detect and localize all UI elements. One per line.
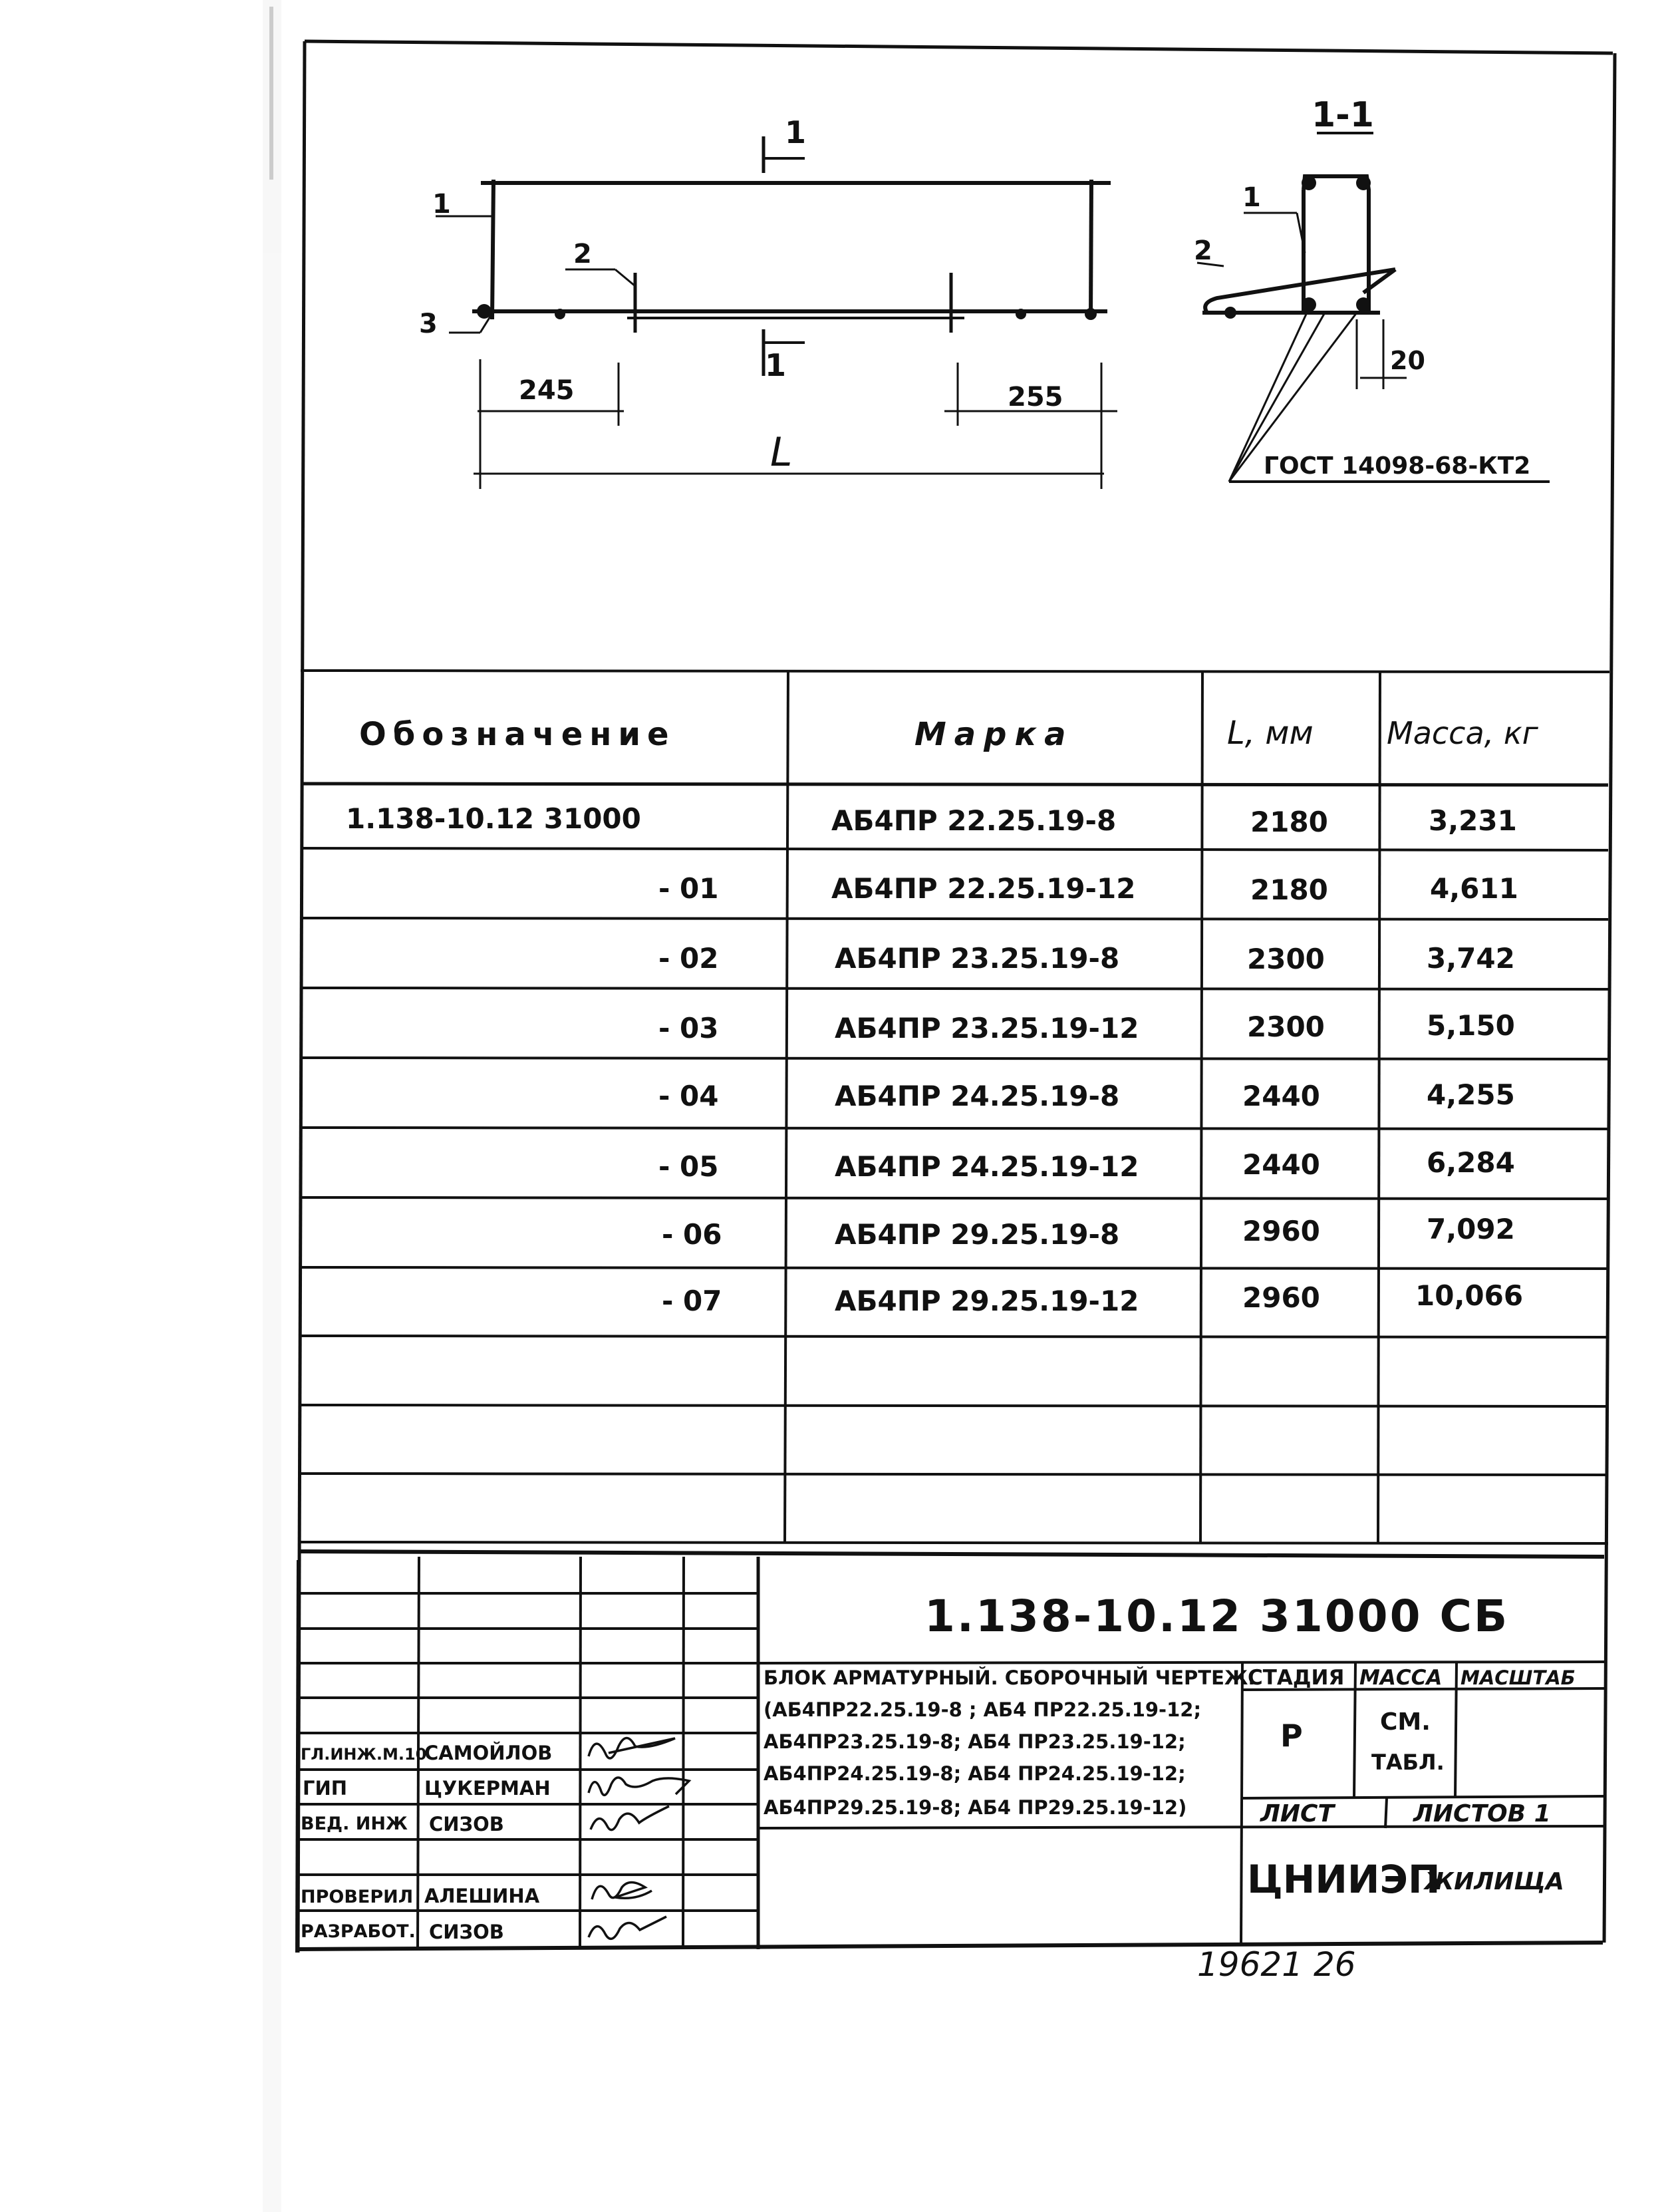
row-mark: АБ4ПР 29.25.19-12 — [835, 1285, 1139, 1317]
title-description — [764, 1666, 1255, 1819]
row-mass: 5,150 — [1427, 1009, 1515, 1042]
cut-label-bottom: 1 — [765, 347, 787, 383]
row-designation: - 01 — [658, 872, 719, 905]
description-line: (АБ4ПР22.25.19-8 ; АБ4 ПР22.25.19-12; — [764, 1698, 1202, 1721]
signature-name: СИЗОВ — [429, 1921, 504, 1943]
row-length: 2180 — [1250, 806, 1328, 838]
header-mass: Масса, кг — [1387, 715, 1538, 751]
signature-role: ГЛ.ИНЖ.М.10 — [301, 1745, 427, 1764]
row-length: 2300 — [1247, 1011, 1325, 1043]
row-length: 2960 — [1242, 1281, 1320, 1314]
document-code: 1.138-10.12 31000 СБ — [924, 1591, 1510, 1642]
description-line: БЛОК АРМАТУРНЫЙ. СБОРОЧНЫЙ ЧЕРТЕЖ. — [764, 1666, 1256, 1689]
row-designation: 1.138-10.12 31000 — [346, 802, 641, 835]
signature-rows — [301, 1742, 552, 1943]
dim-right: 255 — [1008, 382, 1063, 412]
callout-2: 2 — [573, 239, 592, 269]
sheet-label: ЛИСТ — [1260, 1800, 1335, 1827]
mass-value: ТАБЛ. — [1371, 1750, 1445, 1775]
row-length: 2440 — [1242, 1148, 1320, 1181]
dim-section: 20 — [1390, 346, 1425, 375]
row-designation: - 04 — [658, 1080, 719, 1112]
row-mark: АБ4ПР 22.25.19-8 — [831, 804, 1117, 837]
scan-edge-noise — [263, 0, 281, 2212]
row-length: 2960 — [1242, 1215, 1320, 1247]
header-designation: Обозначение — [359, 716, 676, 753]
signature-role: РАЗРАБОТ. — [301, 1921, 416, 1942]
signature-name: ЦУКЕРМАН — [424, 1777, 551, 1800]
row-mark: АБ4ПР 23.25.19-8 — [835, 942, 1120, 975]
description-line: АБ4ПР24.25.19-8; АБ4 ПР24.25.19-12; — [764, 1762, 1186, 1785]
organization-main: ЦНИИЭП — [1247, 1857, 1441, 1902]
description-line: АБ4ПР29.25.19-8; АБ4 ПР29.25.19-12) — [764, 1796, 1187, 1819]
callout-1: 1 — [432, 189, 451, 220]
row-mark: АБ4ПР 23.25.19-12 — [835, 1012, 1139, 1044]
section-callout-2: 2 — [1194, 236, 1212, 266]
row-mass: 7,092 — [1427, 1213, 1515, 1245]
dim-length: L — [770, 429, 793, 476]
row-designation: - 02 — [658, 942, 719, 975]
row-length: 2300 — [1247, 943, 1325, 975]
mass-value: СМ. — [1380, 1708, 1431, 1736]
row-mark: АБ4ПР 24.25.19-12 — [835, 1150, 1139, 1183]
stage-value: Р — [1280, 1718, 1303, 1754]
row-mass: 4,255 — [1427, 1078, 1515, 1111]
row-mass: 4,611 — [1430, 872, 1518, 905]
row-designation: - 07 — [662, 1285, 722, 1317]
row-mark: АБ4ПР 24.25.19-8 — [835, 1080, 1120, 1112]
stage-label: СТАДИЯ — [1248, 1666, 1345, 1690]
row-designation: - 06 — [662, 1218, 722, 1251]
signature-role: ПРОВЕРИЛ — [301, 1887, 414, 1907]
row-mass: 3,742 — [1427, 942, 1515, 975]
cut-label-top: 1 — [785, 114, 807, 150]
mass-label: МАССА — [1359, 1666, 1443, 1690]
callout-3: 3 — [419, 309, 438, 339]
sheets-label: ЛИСТОВ 1 — [1413, 1800, 1551, 1827]
row-mark: АБ4ПР 29.25.19-8 — [835, 1218, 1120, 1251]
weld-note: ГОСТ 14098-68-КТ2 — [1264, 452, 1531, 480]
signature-name: САМОЙЛОВ — [424, 1742, 553, 1764]
row-mark: АБ4ПР 22.25.19-12 — [831, 872, 1136, 905]
footer-number: 19621 26 — [1197, 1945, 1356, 1984]
signature-name: АЛЕШИНА — [424, 1885, 540, 1907]
row-mass: 3,231 — [1429, 804, 1517, 837]
section-callout-1: 1 — [1242, 182, 1261, 213]
row-mass: 10,066 — [1415, 1279, 1524, 1312]
row-length: 2440 — [1242, 1080, 1320, 1112]
signature-name: СИЗОВ — [429, 1813, 504, 1835]
description-line: АБ4ПР23.25.19-8; АБ4 ПР23.25.19-12; — [764, 1730, 1186, 1753]
header-length: L, мм — [1227, 714, 1314, 752]
signature-role: ГИП — [303, 1777, 348, 1800]
organization-sub: ЖИЛИЩА — [1425, 1868, 1564, 1895]
section-title: 1-1 — [1312, 95, 1374, 135]
row-length: 2180 — [1250, 873, 1328, 906]
dim-left: 245 — [519, 375, 575, 406]
row-designation: - 03 — [658, 1012, 719, 1044]
row-designation: - 05 — [658, 1150, 719, 1183]
scale-label: МАСШТАБ — [1461, 1666, 1576, 1689]
signature-role: ВЕД. ИНЖ — [301, 1814, 408, 1834]
row-mass: 6,284 — [1427, 1146, 1515, 1179]
header-mark: Марка — [914, 716, 1074, 753]
